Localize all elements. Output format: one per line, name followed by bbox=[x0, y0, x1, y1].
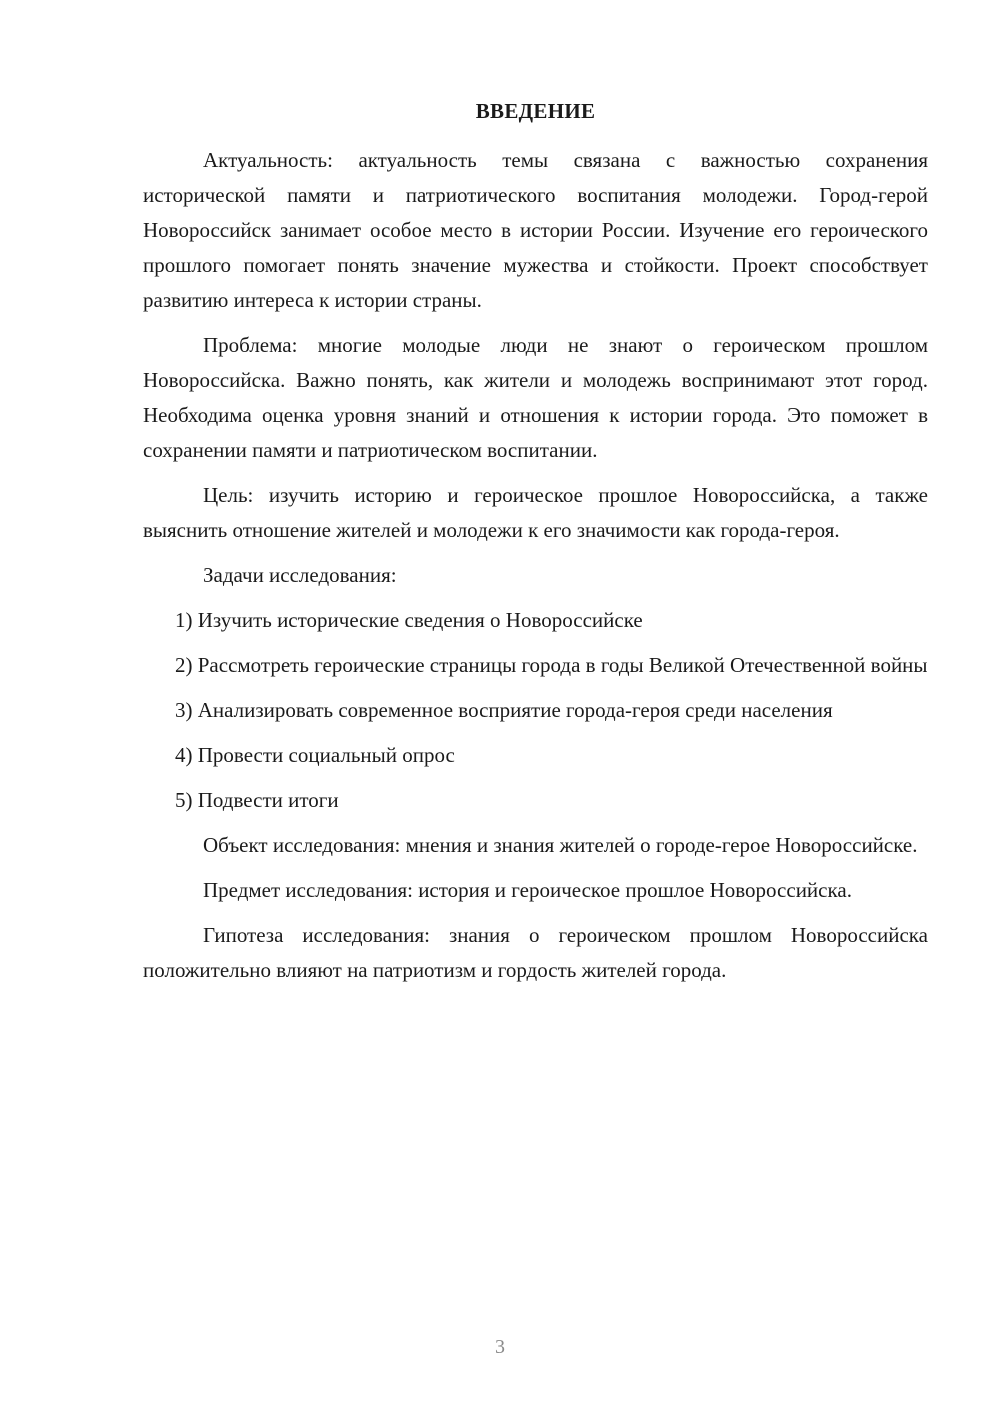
section-title: ВВЕДЕНИЕ bbox=[475, 99, 596, 123]
paragraph-hypothesis: Гипотеза исследования: знания о героическом прошлом Новороссийска положительно влияют на патриотизм и гордость жителей города. bbox=[143, 923, 928, 982]
paragraph-goal: Цель: изучить историю и героическое прошлое Новороссийска, а также выяснить отношение жителей и молодежи к его значимости как города-героя. bbox=[143, 483, 928, 542]
document-body bbox=[143, 143, 928, 988]
list-item: 3) Анализировать современное восприятие города-героя среди населения bbox=[175, 698, 833, 722]
paragraph-subject: Предмет исследования: история и героическое прошлое Новороссийска. bbox=[203, 878, 852, 902]
list-item: 1) Изучить исторические сведения о Новороссийске bbox=[175, 608, 643, 632]
list-item: 5) Подвести итоги bbox=[175, 788, 339, 812]
list-item: 2) Рассмотреть героические страницы города в годы Великой Отечественной войны bbox=[175, 653, 928, 677]
list-item: 4) Провести социальный опрос bbox=[175, 743, 455, 767]
tasks-heading: Задачи исследования: bbox=[203, 563, 397, 587]
paragraph-problem: Проблема: многие молодые люди не знают о героическом прошлом Новороссийска. Важно понять, как жители и молодежь воспринимают этот город. Необходима оценка уровня знаний и отношения к истории города. Это поможет в сохранении памяти и патриотическом воспитании. bbox=[143, 333, 928, 462]
paragraph-relevance: Актуальность: актуальность темы связана с важностью сохранения исторической памяти и патриотического воспитания молодежи. Город-герой Новороссийск занимает особое место в истории России. Изучение его героического прошлого помогает понять значение мужества и стойкости. Проект способствует развитию интереса к истории страны. bbox=[143, 148, 928, 312]
paragraph-object: Объект исследования: мнения и знания жителей о городе-герое Новороссийске. bbox=[203, 833, 918, 857]
page-number: 3 bbox=[495, 1336, 505, 1358]
